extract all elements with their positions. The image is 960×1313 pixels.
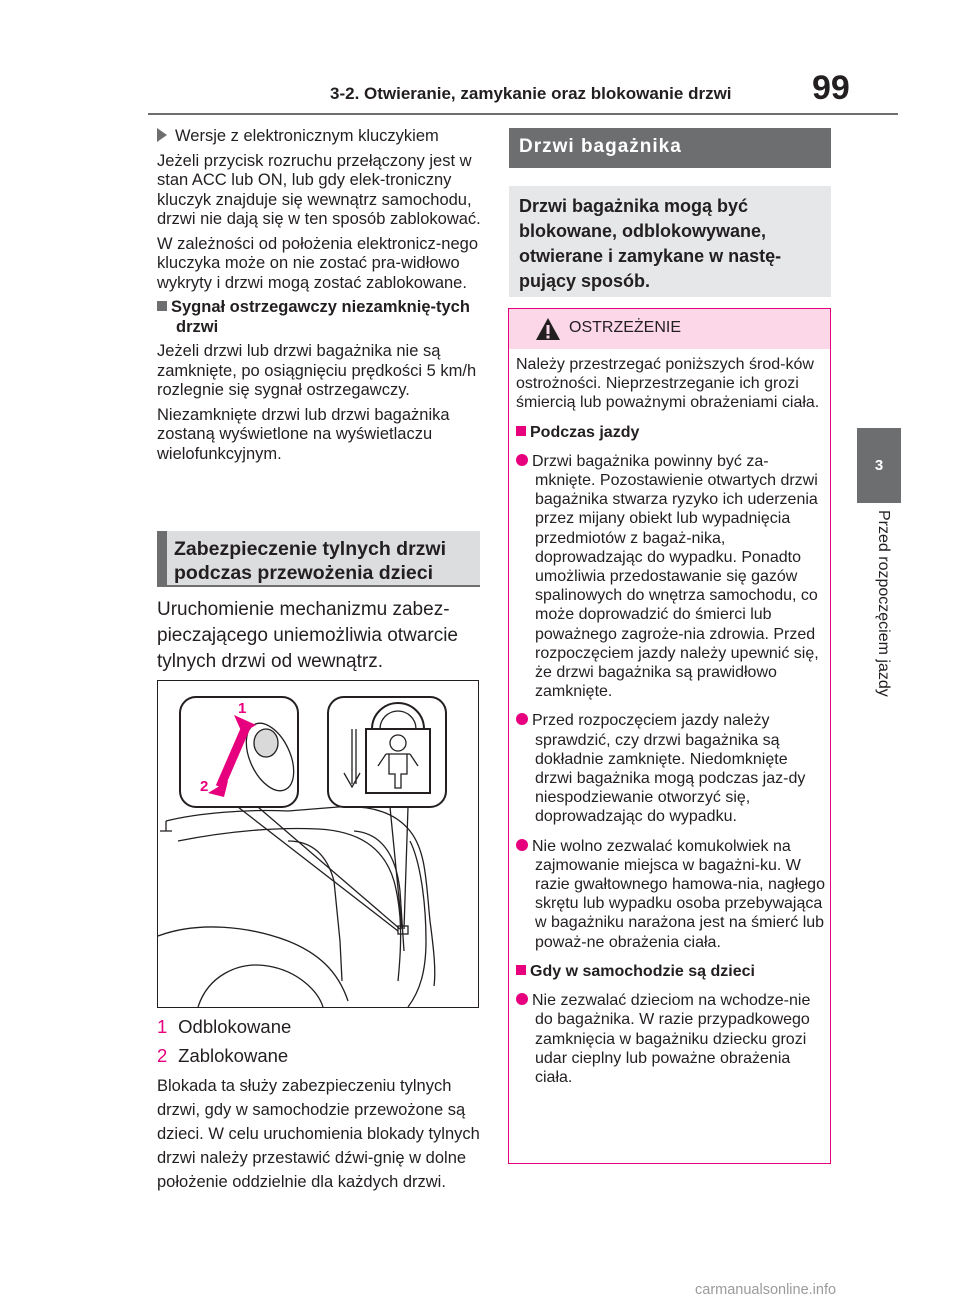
section-title: 3-2. Otwieranie, zamykanie oraz blokowanie drzwi: [330, 84, 732, 103]
child-lock-intro: Uruchomienie mechanizmu zabez-pieczającego uniemożliwia otwarcie tylnych drzwi od wewnątrz.: [157, 599, 458, 672]
footer-watermark: carmanualsonline.info: [695, 1282, 837, 1298]
legend-text: Zablokowane: [178, 1045, 289, 1066]
circle-bullet-icon: [516, 454, 528, 466]
warning-triangle-icon: [535, 317, 561, 341]
circle-bullet-icon: [516, 839, 528, 851]
child-lock-illustration: [157, 680, 479, 1008]
warning-bullet-2: Przed rozpoczęciem jazdy należy sprawdzić, czy drzwi bagażnika są dokładnie zamknięte. Niedomknięte drzwi bagażnika mogą podczas jaz-dy niespodziewanie otworzyć się, doprowadzając do wypadku.: [532, 712, 806, 826]
child-lock-description: Blokada ta służy zabezpieczeniu tylnych drzwi, gdy w samochodzie przewożone są dzieci. W celu uruchomienia blokady tylnych drzwi należy przestawić dźwi-gnię w dolne położenie oddzielnie dla każdych drzwi.: [157, 1077, 480, 1191]
child-lock-heading-line-1: Zabezpieczenie tylnych drzwi: [174, 538, 446, 560]
warning-title: OSTRZEŻENIE: [569, 319, 682, 336]
back-door-banner: Drzwi bagażnika: [509, 128, 831, 168]
circle-bullet-icon: [516, 713, 528, 725]
legend-item: [157, 1016, 291, 1038]
smart-key-paragraph-1: Jeżeli przycisk rozruchu przełączony jest w stan ACC lub ON, lub gdy elek-troniczny kluczyk znajduje się wewnątrz samochodu, drzwi nie dają się w ten sposób zablokować.: [157, 151, 481, 228]
child-lock-heading-line-2: podczas przewożenia dzieci: [174, 562, 433, 584]
smart-key-paragraph-2: W zależności od położenia elektronicz-nego kluczyka może on nie zostać pra-widłowo wykryty i drzwi mogą zostać zablokowane.: [157, 234, 479, 292]
warning-bullet-1: Drzwi bagażnika powinny być za-mknięte. Pozostawienie otwartych drzwi bagażnika stwarza ryzyko ich uderzenia przez mijany obiekt lub wypadnięcia przedmiotów z bagaż-nika, doprowadzając do wypadku. Ponadto umożliwia przedostawanie się gazów spalinowych do wnętrza samochodu, co może doprowadzić do śmierci lub poważnego zagroże-nia zdrowia. Przed rozpoczęciem jazdy należy upewnić się, że drzwi bagażnika są prawidłowo zamknięte.: [532, 452, 819, 701]
smart-key-section: [157, 127, 482, 464]
circle-bullet-icon: [516, 993, 528, 1005]
page-number: 99: [812, 69, 850, 107]
square-bullet-icon: [157, 301, 167, 311]
warning-bullet-4: Nie zezwalać dzieciom na wchodze-nie do bagażnika. W razie przypadkowego zamknięcia w bagażniku dziecku grozi udar cieplny lub poważne obrażenia ciała.: [532, 992, 811, 1086]
triangle-bullet-icon: [157, 128, 167, 142]
legend-number: 2: [157, 1045, 168, 1066]
square-bullet-icon: [516, 965, 526, 975]
child-lock-heading: [157, 531, 480, 587]
alarm-paragraph-2: Niezamknięte drzwi lub drzwi bagażnika zostaną wyświetlone na wyświetlaczu wielofunkcyjnym.: [157, 405, 450, 463]
car-door-lock-drawing: [158, 681, 478, 1007]
legend-text: Odblokowane: [178, 1016, 292, 1037]
header-rule: [148, 113, 898, 115]
smart-key-heading: Wersje z elektronicznym kluczykiem: [175, 127, 439, 145]
warning-body: [516, 355, 828, 1087]
alarm-paragraph-1: Jeżeli drzwi lub drzwi bagażnika nie są zamknięte, po osiągnięciu prędkości 5 km/h rozlegnie się sygnał ostrzegawczy.: [157, 342, 477, 399]
figure-label-2: 2: [200, 778, 209, 795]
warning-bullet-3: Nie wolno zezwalać komukolwiek na zajmowanie miejsca w bagażni-ku. W razie gwałtownego hamowa-nia, nagłego skrętu lub wypadku osoba przebywająca w bagażniku narażona jest na śmierć lub poważ-ne obrażenia ciała.: [532, 837, 825, 951]
warning-box: [508, 308, 831, 1164]
warning-subheading-driving: Podczas jazdy: [530, 423, 640, 441]
chapter-title: Przed rozpoczęciem jazdy: [875, 510, 892, 697]
warning-header: [509, 309, 830, 349]
legend-item: [157, 1045, 288, 1067]
chapter-tab: 3: [857, 428, 901, 503]
alarm-heading: Sygnał ostrzegawczy niezamknię-tych drzwi: [171, 298, 470, 336]
legend-number: 1: [157, 1016, 168, 1037]
warning-subheading-children: Gdy w samochodzie są dzieci: [530, 962, 755, 980]
back-door-lead: Drzwi bagażnika mogą być blokowane, odblokowywane, otwierane i zamykane w nastę-pujący sposób.: [509, 186, 831, 297]
figure-label-1: 1: [238, 700, 247, 717]
warning-intro: Należy przestrzegać poniższych środ-ków ostrożności. Nieprzestrzeganie ich grozi śmiercią lub poważnymi obrażeniami ciała.: [516, 356, 820, 412]
square-bullet-icon: [516, 426, 526, 436]
